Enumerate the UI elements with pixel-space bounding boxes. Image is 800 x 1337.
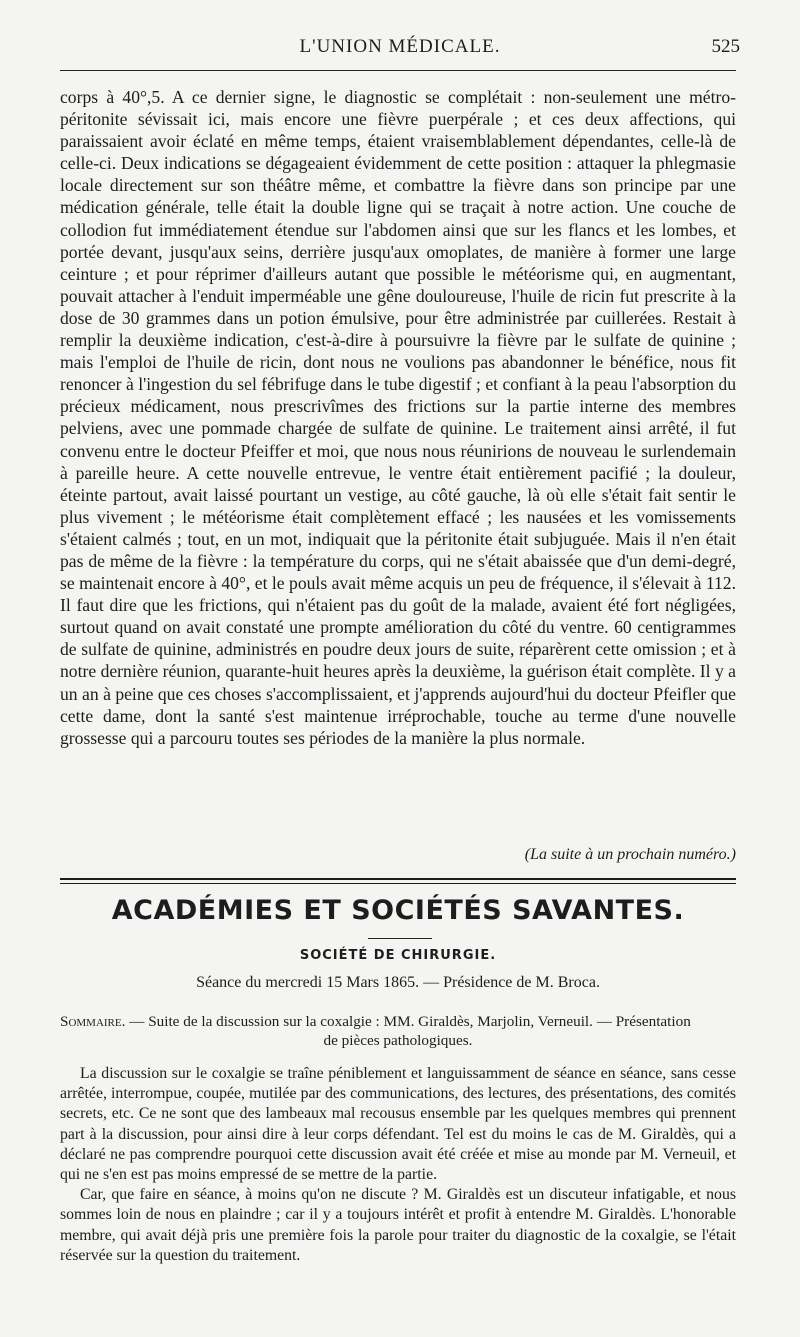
summary: [60, 1012, 736, 1050]
header-rule: [60, 70, 736, 71]
summary-label: Sommaire.: [60, 1013, 126, 1030]
page-number: 525: [711, 36, 740, 57]
continuation-note: (La suite à un prochain numéro.): [524, 846, 736, 863]
article-body: [60, 86, 736, 749]
section-divider-thin: [60, 883, 736, 884]
discussion-paragraph: La discussion sur le coxalgie se traîne péniblement et languissamment de séance en séance, sans cesse arrêtée, interrompue, coupée, mutilée par des communications, des lectures, des présentations, des comités secrets, etc. Ce ne sont que des lambeaux mal recousus ensemble par les quelques membres qui prennent part à la discussion, pour ainsi dire à leur corps défendant. Tel est du moins le cas de M. Giraldès, qui a déclaré ne pas comprendre pourquoi cette discussion avait été créée et mise au monde par M. Verneuil, et qui ne s'en est pas moins empressé de se mettre de la partie.: [60, 1065, 736, 1184]
society-name: SOCIÉTÉ DE CHIRURGIE.: [299, 948, 497, 963]
running-title: L'UNION MÉDICALE.: [299, 36, 501, 57]
title-rule: [368, 938, 432, 939]
section-title: ACADÉMIES ET SOCIÉTÉS SAVANTES.: [111, 895, 685, 926]
article-paragraph: corps à 40°,5. A ce dernier signe, le diagnostic se complétait : non-seulement une métro-péritonite sévissait ici, mais encore une fièvre puerpérale ; et ces deux affections, qui paraissaient avoir éclaté en même temps, étaient vraisemblablement dépendantes, celle-là de celle-ci. Deux indications se dégageaient évidemment de cette position : attaquer la phlegmasie locale directement sur son théâtre même, et combattre la fièvre dans son principe par une médication générale, telle était la double ligne qui se traçait à notre action. Une couche de collodion fut immédiatement étendue sur l'abdomen ainsi que sur les flancs et les lombes, et portée devant, jusqu'aux seins, derrière jusqu'aux omoplates, de manière à former une large ceinture ; et pour réprimer d'ailleurs autant que possible le météorisme qui, en augmentant, pouvait attacher à l'enduit imperméable une gêne douloureuse, l'huile de ricin fut prescrite à la dose de 30 grammes dans un potion émulsive, pour être administrée par cuillerées. Restait à remplir la deuxième indication, c'est-à-dire à poursuivre la fièvre par le sulfate de quinine ; mais l'emploi de l'huile de ricin, dont nous ne voulions pas abandonner le bénéfice, nous fit renoncer à l'ingestion du sel fébrifuge dans le tube digestif ; et confiant à la peau l'absorption du précieux médicament, nous prescrivîmes des frictions sur la partie interne des membres pelviens, avec une pommade chargée de sulfate de quinine. Le traitement ainsi arrêté, il fut convenu entre le docteur Pfeiffer et moi, que nous nous réunirions de nouveau le surlendemain à pareille heure. A cette nouvelle entrevue, le ventre était entièrement pacifié ; la douleur, éteinte partout, avait laissé pourtant un vestige, au côté gauche, là où elle s'était fait sentir le plus vivement ; le météorisme était complètement effacé ; les nausées et les vomissements s'étaient calmés ; tout, en un mot, indiquait que la péritonite était subjuguée. Mais il n'en était pas de même de la fièvre : la température du corps, qui ne s'était abaissée que d'un demi-degré, se maintenait encore à 40°, et le pouls avait même acquis un peu de fréquence, il s'élevait à 112. Il faut dire que les frictions, qui n'étaient pas du goût de la malade, avaient été fort négligées, surtout quand on avait constaté une prompte amélioration du côté du ventre. 60 centigrammes de sulfate de quinine, administrés en poudre deux jours de suite, réparèrent cette omission ; et à notre dernière réunion, quarante-huit heures après la deuxième, la guérison était complète. Il y a un an à peine que ces choses s'accomplissaient, et j'apprends aujourd'hui du docteur Pfeifler que cette dame, dont la santé s'est maintenue irréprochable, touche au terme d'une nouvelle grossesse qui a parcouru toutes ses périodes de la manière la plus normale.: [60, 87, 736, 748]
summary-last-line: de pièces pathologiques.: [323, 1032, 473, 1049]
section-divider-thick: [60, 878, 736, 880]
session-line: Séance du mercredi 15 Mars 1865. — Présidence de M. Broca.: [196, 974, 600, 991]
discussion-body: [60, 1064, 736, 1266]
summary-text: — Suite de la discussion sur la coxalgie : MM. Giraldès, Marjolin, Verneuil. — Présentation: [129, 1013, 691, 1030]
discussion-paragraph: Car, que faire en séance, à moins qu'on ne discute ? M. Giraldès est un discuteur infatigable, et nous sommes loin de nous en plaindre ; car il y a toujours intérêt et profit à entendre M. Giraldès. L'honorable membre, qui avait déjà pris une première fois la parole pour traiter du diagnostic de la coxalgie, se l'était réservée sur la question du traitement.: [60, 1186, 736, 1264]
running-head: [60, 36, 740, 66]
